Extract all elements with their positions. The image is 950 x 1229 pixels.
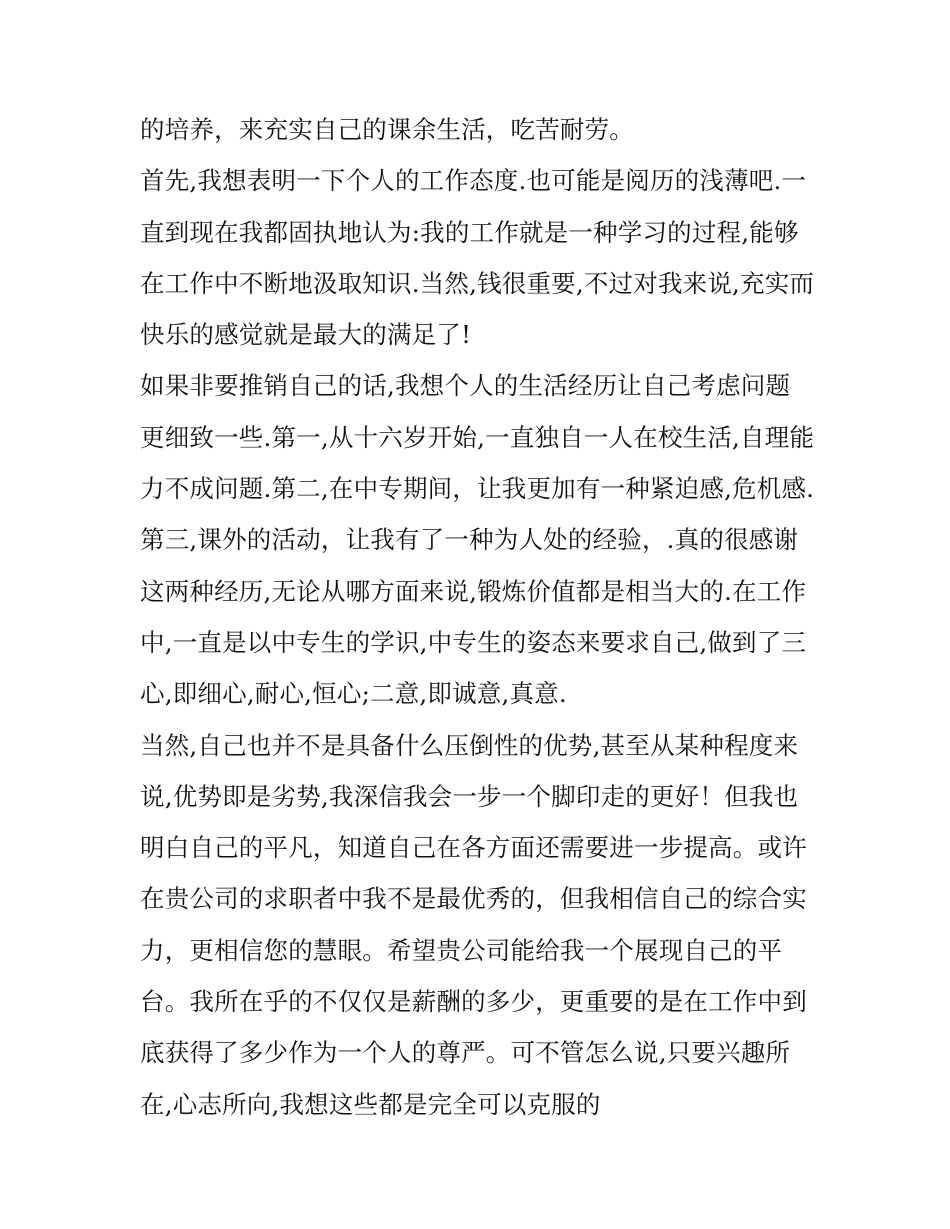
text-line: 说,优势即是劣势,我深信我会一步一个脚印走的更好！但我也 <box>140 781 799 811</box>
text-line: 台。我所在乎的不仅仅是薪酬的多少，更重要的是在工作中到 <box>140 987 807 1017</box>
text-line: 快乐的感觉就是最大的满足了! <box>140 320 472 350</box>
text-line: 明白自己的平凡，知道自己在各方面还需要进一步提高。或许 <box>140 833 807 863</box>
text-line: 更细致一些.第一,从十六岁开始,一直独自一人在校生活,自理能 <box>140 422 815 452</box>
text-line: 当然,自己也并不是具备什么压倒性的优势,甚至从某种程度来 <box>140 730 799 760</box>
text-line: 底获得了多少作为一个人的尊严。可不管怎么说,只要兴趣所 <box>140 1038 791 1068</box>
text-line: 力，更相信您的慧眼。希望贵公司能给我一个展现自己的平 <box>140 935 783 965</box>
text-line: 中,一直是以中专生的学识,中专生的姿态来要求自己,做到了三 <box>140 627 807 657</box>
document-body <box>140 104 820 1130</box>
text-line: 的培养，来充实自己的课余生活，吃苦耐劳。 <box>140 115 634 144</box>
text-line: 在工作中不断地汲取知识.当然,钱很重要,不过对我来说,充实而 <box>140 268 815 298</box>
text-line: 首先,我想表明一下个人的工作态度.也可能是阅历的浅薄吧.一 <box>140 166 807 196</box>
text-line: 心,即细心,耐心,恒心;二意,即诚意,真意. <box>140 679 567 709</box>
text-line: 第三,课外的活动，让我有了一种为人处的经验，.真的很感谢 <box>140 525 799 555</box>
text-line: 直到现在我都固执地认为:我的工作就是一种学习的过程,能够 <box>140 217 799 247</box>
text-line: 在,心志所向,我想这些都是完全可以克服的 <box>140 1089 601 1119</box>
text-line: 力不成问题.第二,在中专期间，让我更加有一种紧迫感,危机感. <box>140 474 815 504</box>
text-line: 这两种经历,无论从哪方面来说,锻炼价值都是相当大的.在工作 <box>140 576 807 606</box>
text-line: 在贵公司的求职者中我不是最优秀的，但我相信自己的综合实 <box>140 884 807 914</box>
text-line: 如果非要推销自己的话,我想个人的生活经历让自己考虑问题 <box>140 371 791 401</box>
